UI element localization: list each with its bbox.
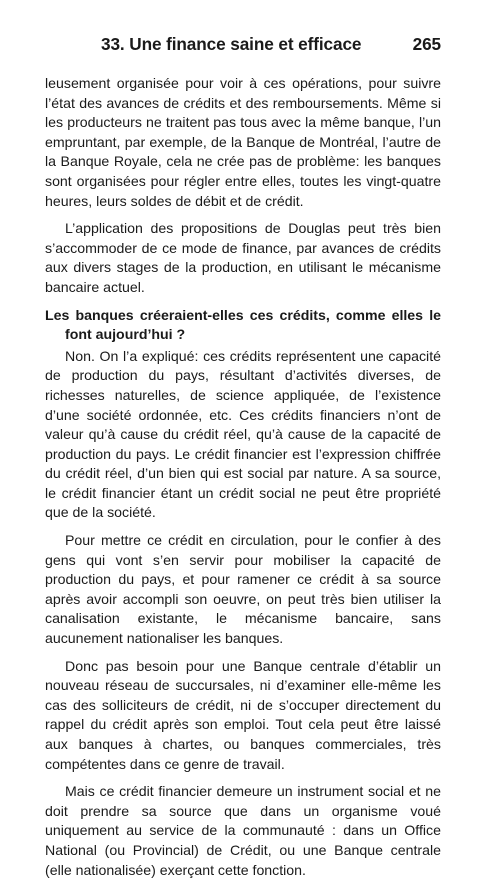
paragraph: Mais ce crédit financier demeure un instrument social et ne doit prendre sa source que dans un organisme voué uniquement au service de la communauté : dans un Office National (ou Provincial) de Crédit, ou une Banque centrale (elle nationalisée) exerçant cette fonction. [45,783,441,878]
question-heading: Les banques créeraient-elles ces crédits, comme elles le font aujourd’hui ? [45,306,441,343]
paragraph: Donc pas besoin pour une Banque centrale d’établir un nouveau réseau de succursales, ni d’examiner elle-même les cas des solliciteurs de crédit, ni de s’occuper directement du rappel du crédit après son emploi. Tout cela peut être laissé aux banques à chartes, ou banques commerciales, très compétentes dans ce genre de travail. [45,657,441,772]
paragraph: Non. On l’a expliqué: ces crédits représentent une capacité de production du pays, résultant d’activités diverses, de richesses naturelles, de science appliquée, de l’existence d’une société ordonnée, etc. Ces crédits financiers n’ont de valeur qu’à cause du crédit réel, qu’à cause de la capacité de production du pays. Le crédit financier est l’expression chiffrée du crédit réel, d’un bien qui est social par nature. A sa source, le crédit financier étant un crédit social ne peut être propriété que de la société. [45,347,441,521]
body-text [45,74,441,888]
paragraph: leusement organisée pour voir à ces opérations, pour suivre l’état des avances de crédits et des remboursements. Même si les producteurs ne traitent pas tous avec la même banque, l’un empruntant, par exemple, de la Banque de Montréal, l’autre de la Banque Royale, cela ne crée pas de problème: les banques sont organisées pour régler entre elles, toutes les vingt-quatre heures, leurs soldes de débit et de crédit. [45,75,441,209]
page-number: 265 [412,34,441,54]
book-page [45,34,441,878]
running-head [45,34,441,62]
chapter-title: 33. Une finance saine et efficace [101,34,362,54]
paragraph: Pour mettre ce crédit en circulation, pour le confier à des gens qui vont s’en servir pour mobiliser la capacité de production du pays, et pour ramener ce crédit à sa source après avoir accompli son oeuvre, on peut très bien utiliser la canalisation existante, le mécanisme bancaire, sans aucunement nationaliser les banques. [45,532,441,647]
paragraph: L’application des propositions de Douglas peut très bien s’accommoder de ce mode de finance, par avances de crédits aux divers stages de la production, en utilisant le mécanisme bancaire actuel. [45,220,441,295]
